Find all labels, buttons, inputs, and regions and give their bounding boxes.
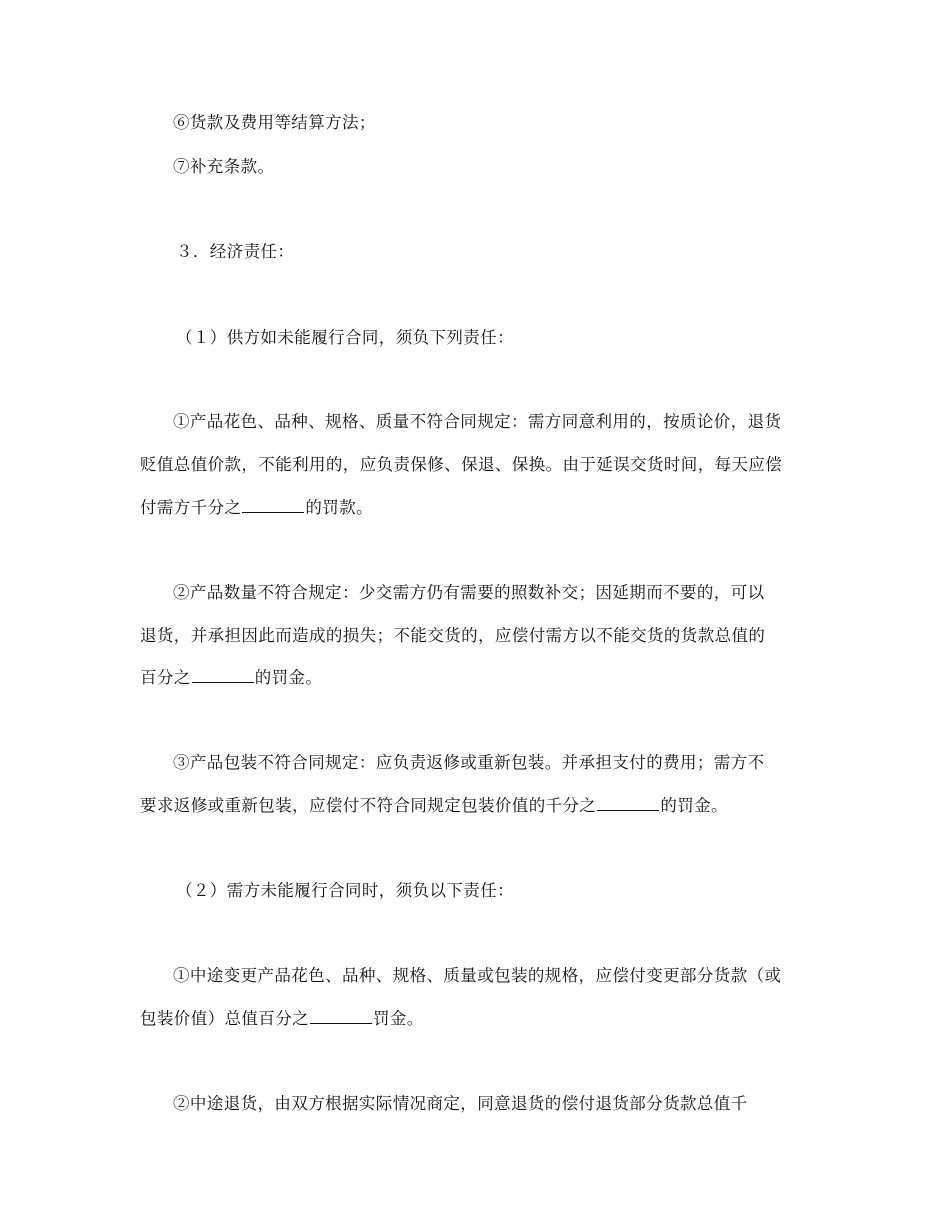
list-item-6: ⑥货款及费用等结算方法； (173, 113, 376, 132)
supplier-clause2-line3 (140, 667, 322, 689)
buyer-clause1-line1: ①中途变更产品花色、品种、规格、质量或包装的规格，应偿付变更部分货款（或 (173, 966, 782, 985)
text: 的罚金。 (254, 668, 323, 687)
fill-blank[interactable] (597, 795, 659, 811)
buyer-clause2-line1: ②中途退货，由双方根据实际情况商定，同意退货的偿付退货部分货款总值千 (173, 1094, 748, 1113)
supplier-heading: （１）供方如未能履行合同，须负下列责任： (176, 328, 514, 347)
fill-blank[interactable] (192, 667, 254, 683)
list-item-7: ⑦补充条款。 (173, 157, 275, 176)
supplier-clause2-line2: 退货，并承担因此而造成的损失；不能交货的，应偿付需方以不能交货的货款总值的 (140, 626, 766, 645)
section-heading: ３．经济责任： (176, 242, 295, 261)
text: 罚金。 (373, 1009, 424, 1028)
text: 的罚款。 (305, 498, 374, 517)
supplier-clause1-line1: ①产品花色、品种、规格、质量不符合同规定：需方同意利用的，按质论价，退货 (173, 412, 782, 431)
buyer-clause1-line2 (140, 1008, 424, 1030)
text: 包装价值）总值百分之 (140, 1009, 309, 1028)
text: 百分之 (140, 668, 191, 687)
supplier-clause3-line1: ③产品包装不符合同规定：应负责返修或重新包装。并承担支付的费用；需方不 (173, 753, 765, 772)
supplier-clause2-line1: ②产品数量不符合规定：少交需方仍有需要的照数补交；因延期而不要的，可以 (173, 583, 765, 602)
supplier-clause1-line2: 贬值总值价款，不能利用的，应负责保修、保退、保换。由于延误交货时间，每天应偿 (140, 455, 783, 474)
fill-blank[interactable] (242, 497, 304, 513)
text: 要求返修或重新包装，应偿付不符合同规定包装价值的千分之 (140, 796, 597, 815)
fill-blank[interactable] (310, 1008, 372, 1024)
text: 付需方千分之 (140, 498, 242, 517)
buyer-heading: （２）需方未能履行合同时，须负以下责任： (176, 881, 514, 900)
text: 的罚金。 (660, 796, 728, 815)
supplier-clause3-line2 (140, 795, 728, 817)
supplier-clause1-line3 (140, 497, 373, 519)
